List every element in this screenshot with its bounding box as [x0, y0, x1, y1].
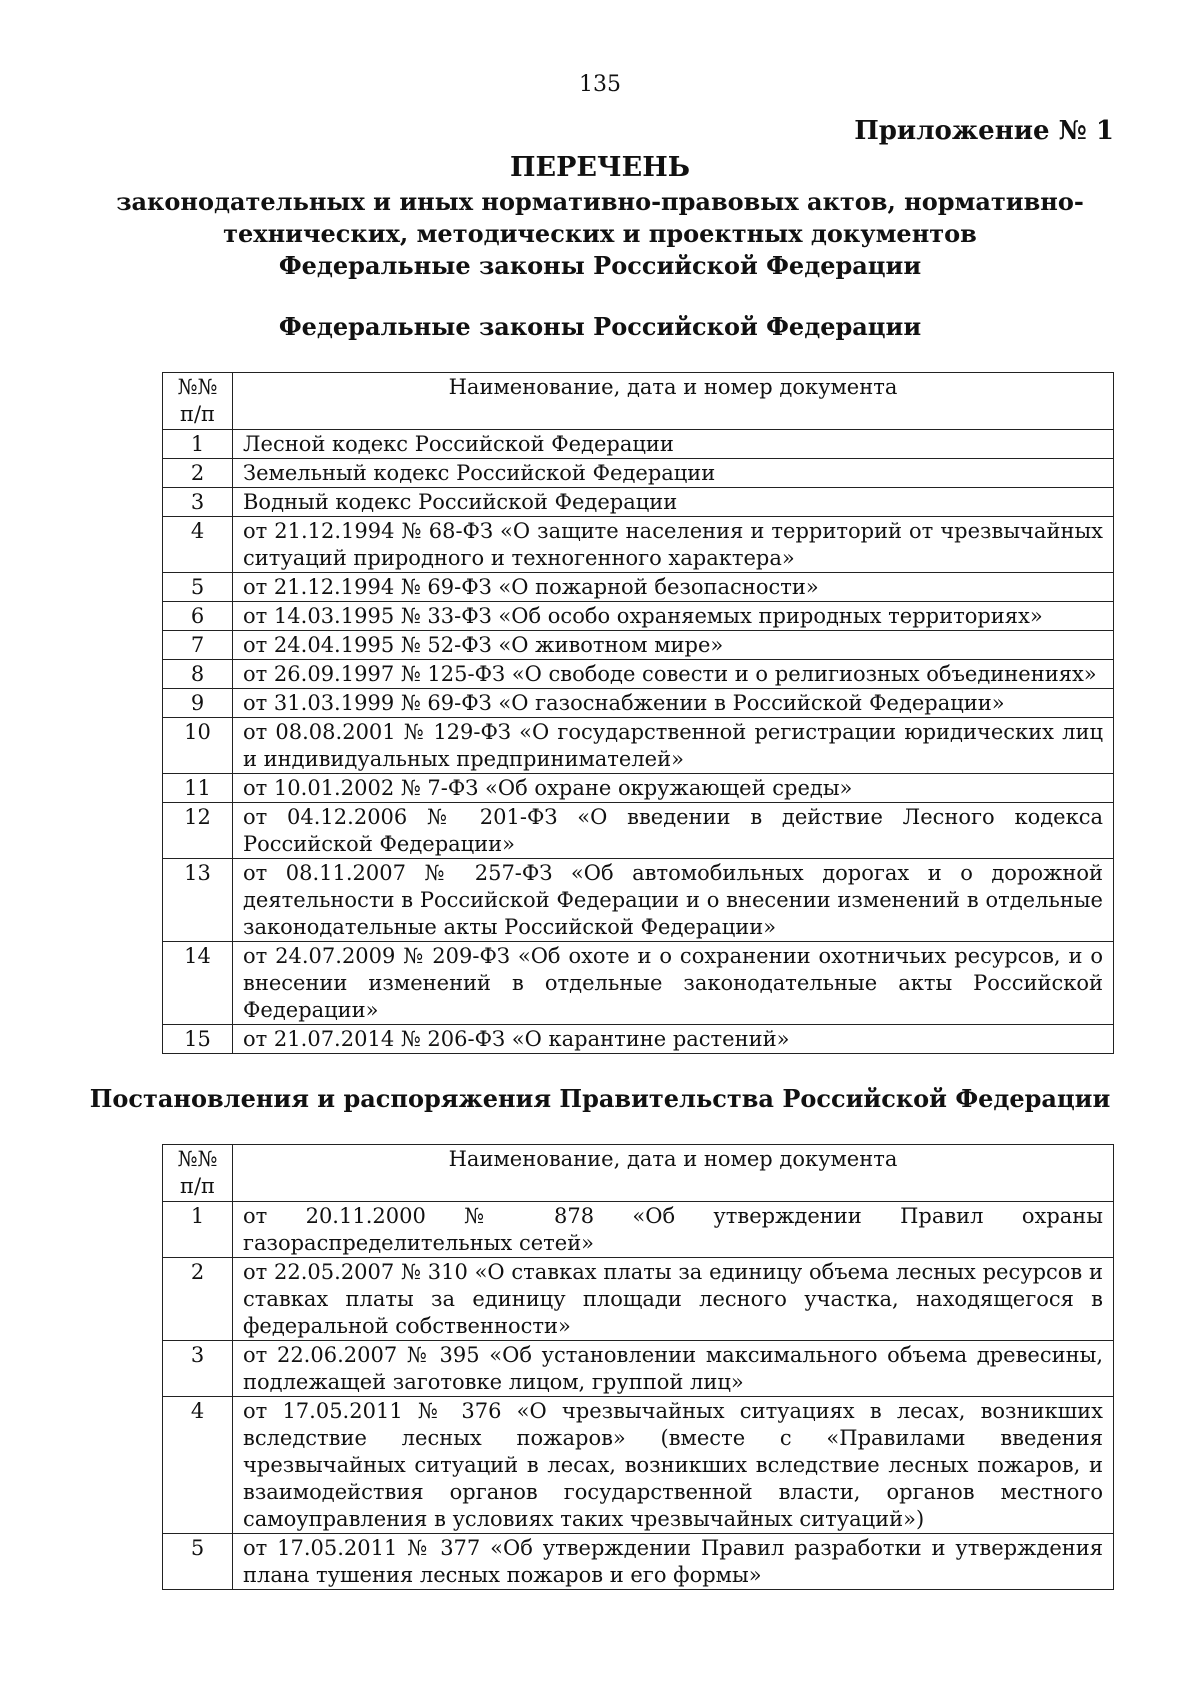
row-document-name: от 20.11.2000 № 878 «Об утверждении Правил охраны газораспределительных сетей» [233, 1202, 1114, 1258]
row-document-name: от 22.06.2007 № 395 «Об установлении максимального объема древесины, подлежащей заготовке лицом, группой лиц» [233, 1341, 1114, 1397]
table-row [163, 689, 1114, 718]
row-number: 5 [163, 573, 233, 602]
row-number: 2 [163, 1258, 233, 1341]
row-document-name: от 26.09.1997 № 125-ФЗ «О свободе совести и о религиозных объединениях» [233, 660, 1114, 689]
row-number: 5 [163, 1534, 233, 1590]
row-number: 6 [163, 602, 233, 631]
title-line-1: ПЕРЕЧЕНЬ [510, 152, 690, 183]
table-row [163, 1025, 1114, 1054]
table-row [163, 631, 1114, 660]
table-row [163, 488, 1114, 517]
table-row [163, 660, 1114, 689]
row-document-name: от 10.01.2002 № 7-ФЗ «Об охране окружающей среды» [233, 774, 1114, 803]
row-document-name: от 22.05.2007 № 310 «О ставках платы за единицу объема лесных ресурсов и ставках платы за единицу площади лесного участка, находящегося в федеральной собственности» [233, 1258, 1114, 1341]
row-document-name: Земельный кодекс Российской Федерации [233, 459, 1114, 488]
table-row [163, 718, 1114, 774]
row-document-name: от 31.03.1999 № 69-ФЗ «О газоснабжении в Российской Федерации» [233, 689, 1114, 718]
column-header-number: №№ п/п [163, 1145, 233, 1202]
title-line-4: Федеральные законы Российской Федерации [278, 251, 922, 280]
row-document-name: от 21.12.1994 № 68-ФЗ «О защите населения и территорий от чрезвычайных ситуаций природного и техногенного характера» [233, 517, 1114, 573]
row-document-name: Лесной кодекс Российской Федерации [233, 430, 1114, 459]
table-row [163, 1397, 1114, 1534]
row-document-name: от 17.05.2011 № 376 «О чрезвычайных ситуациях в лесах, возникших вследствие лесных пожаров» (вместе с «Правилами введения чрезвычайных ситуаций в лесах, возникших вследствие лесных пожаров, и взаимодействия органов государственной власти, органов местного самоуправления в условиях таких чрезвычайных ситуаций») [233, 1397, 1114, 1534]
table-row [163, 1341, 1114, 1397]
table-row [163, 774, 1114, 803]
row-document-name: от 04.12.2006 № 201-ФЗ «О введении в действие Лесного кодекса Российской Федерации» [233, 803, 1114, 859]
table-row [163, 573, 1114, 602]
row-document-name: от 17.05.2011 № 377 «Об утверждении Правил разработки и утверждения плана тушения лесных пожаров и его формы» [233, 1534, 1114, 1590]
column-header-name: Наименование, дата и номер документа [233, 1145, 1114, 1202]
table-row [163, 803, 1114, 859]
row-number: 11 [163, 774, 233, 803]
page-number: 135 [579, 72, 621, 97]
title-line-2: законодательных и иных нормативно-правовых актов, нормативно- [116, 187, 1084, 216]
table-row [163, 602, 1114, 631]
table-header-row [163, 1145, 1114, 1202]
row-number: 9 [163, 689, 233, 718]
title-line-3: технических, методических и проектных документов [223, 219, 977, 248]
table-row [163, 942, 1114, 1025]
row-number: 1 [163, 1202, 233, 1258]
table-row [163, 859, 1114, 942]
row-number: 10 [163, 718, 233, 774]
column-header-name: Наименование, дата и номер документа [233, 373, 1114, 430]
table-header-row [163, 373, 1114, 430]
row-number: 1 [163, 430, 233, 459]
appendix-label: Приложение № 1 [854, 116, 1114, 146]
table-row [163, 517, 1114, 573]
federal-laws-table [162, 372, 1114, 1054]
row-number: 2 [163, 459, 233, 488]
table-row [163, 1258, 1114, 1341]
row-number: 8 [163, 660, 233, 689]
row-number: 3 [163, 488, 233, 517]
row-document-name: от 14.03.1995 № 33-ФЗ «Об особо охраняемых природных территориях» [233, 602, 1114, 631]
table-row [163, 430, 1114, 459]
row-number: 3 [163, 1341, 233, 1397]
row-number: 4 [163, 517, 233, 573]
row-number: 4 [163, 1397, 233, 1534]
row-number: 13 [163, 859, 233, 942]
document-title [0, 150, 1200, 282]
section-title-government-decrees: Постановления и распоряжения Правительства Российской Федерации [89, 1084, 1111, 1113]
row-document-name: от 21.12.1994 № 69-ФЗ «О пожарной безопасности» [233, 573, 1114, 602]
row-document-name: от 24.07.2009 № 209-ФЗ «Об охоте и о сохранении охотничьих ресурсов, и о внесении изменений в отдельные законодательные акты Российской Федерации» [233, 942, 1114, 1025]
column-header-number: №№ п/п [163, 373, 233, 430]
row-document-name: от 24.04.1995 № 52-ФЗ «О животном мире» [233, 631, 1114, 660]
row-number: 12 [163, 803, 233, 859]
table-row [163, 459, 1114, 488]
row-number: 7 [163, 631, 233, 660]
row-number: 14 [163, 942, 233, 1025]
row-number: 15 [163, 1025, 233, 1054]
government-decrees-table [162, 1144, 1114, 1590]
row-document-name: от 08.08.2001 № 129-ФЗ «О государственной регистрации юридических лиц и индивидуальных предпринимателей» [233, 718, 1114, 774]
table-row [163, 1202, 1114, 1258]
row-document-name: от 21.07.2014 № 206-ФЗ «О карантине растений» [233, 1025, 1114, 1054]
row-document-name: от 08.11.2007 № 257-ФЗ «Об автомобильных дорогах и о дорожной деятельности в Российской Федерации и о внесении изменений в отдельные законодательные акты Российской Федерации» [233, 859, 1114, 942]
row-document-name: Водный кодекс Российской Федерации [233, 488, 1114, 517]
table-row [163, 1534, 1114, 1590]
section-title-federal-laws: Федеральные законы Российской Федерации [278, 312, 922, 341]
